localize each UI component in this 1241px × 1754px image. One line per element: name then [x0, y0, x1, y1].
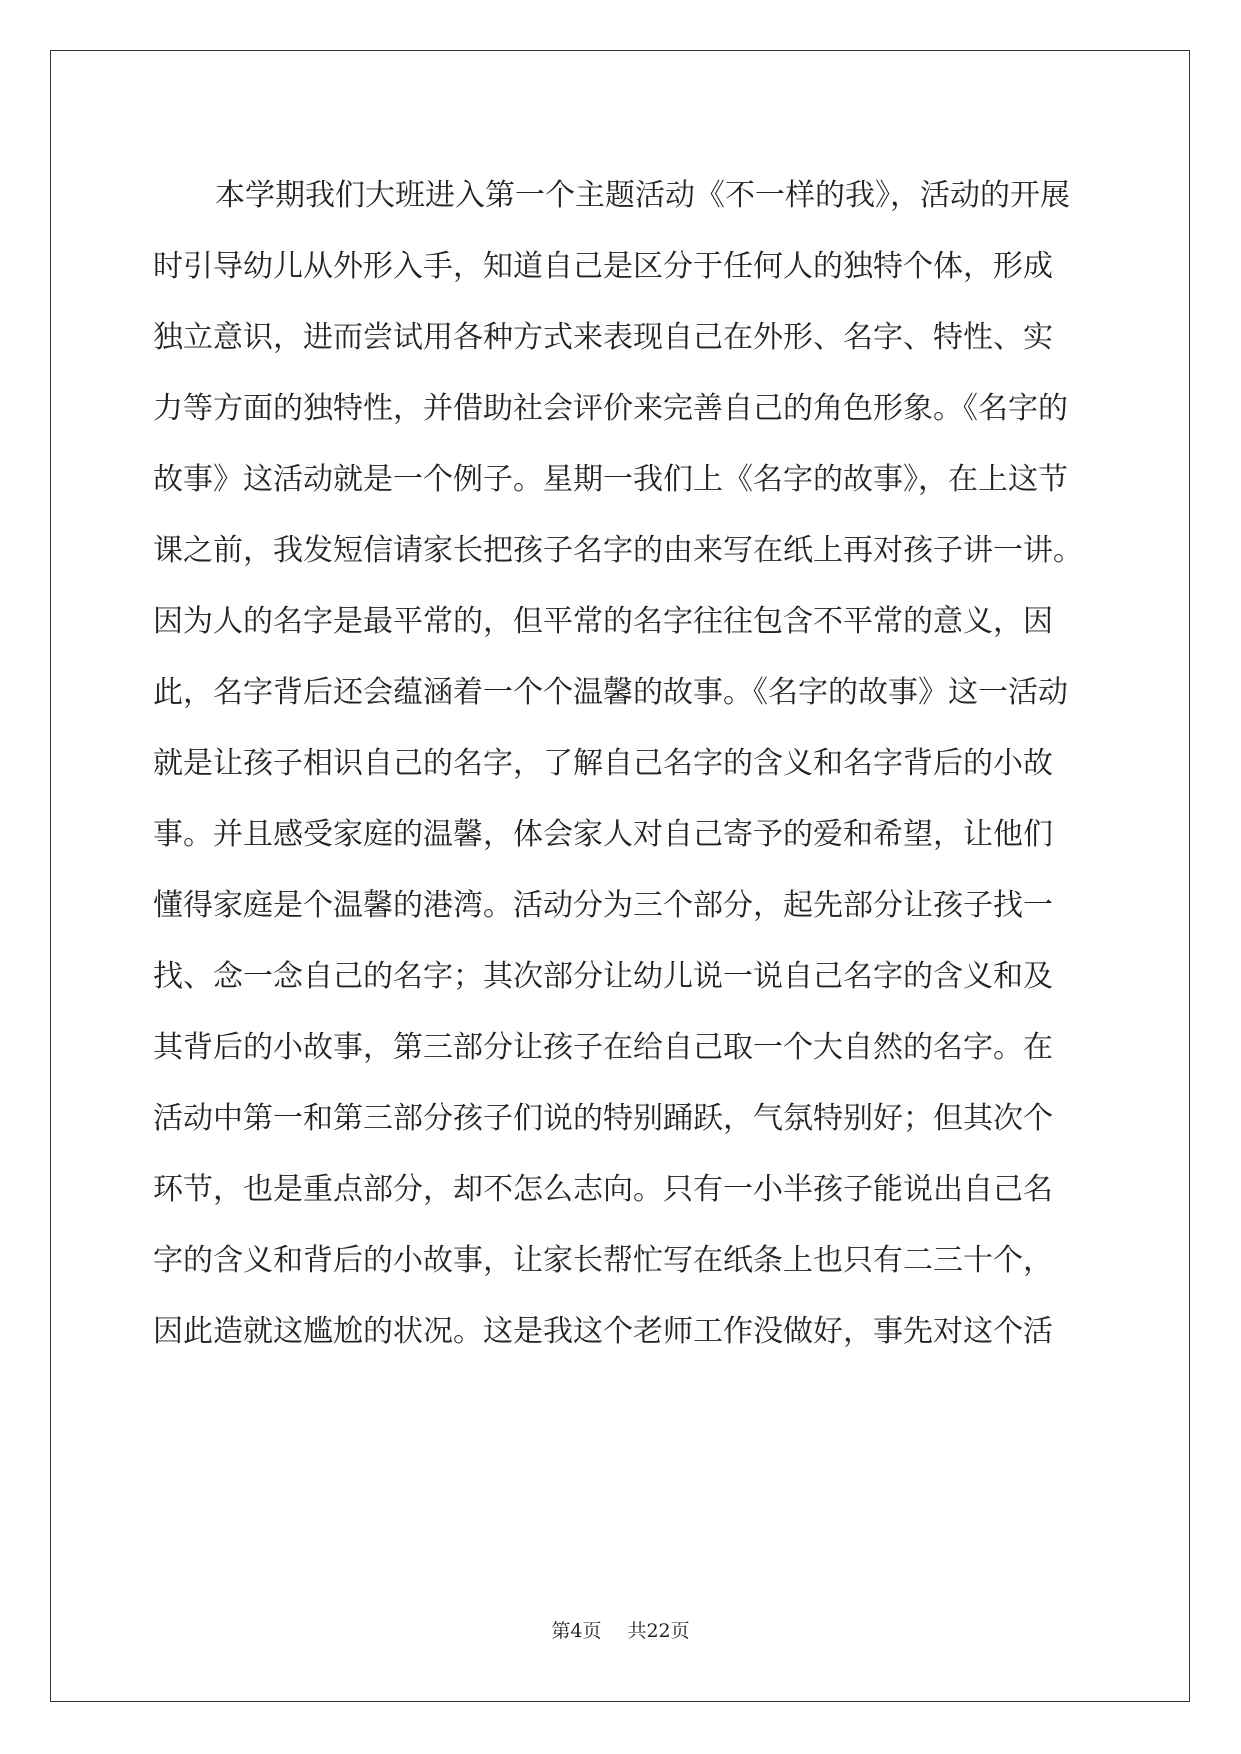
text-line: 因为人的名字是最平常的，但平常的名字往往包含不平常的意义，因 [153, 604, 1053, 639]
text-line: 环节，也是重点部分，却不怎么志向。只有一小半孩子能说出自己名 [153, 1172, 1053, 1207]
body-paragraph [153, 160, 1093, 1367]
page-number: 第4页 [551, 1620, 602, 1642]
text-line: 时引导幼儿从外形入手，知道自己是区分于任何人的独特个体，形成 [153, 249, 1053, 284]
text-line: 本学期我们大班进入第一个主题活动《不一样的我》，活动的开展 [215, 178, 1070, 213]
text-line: 课之前，我发短信请家长把孩子名字的由来写在纸上再对孩子讲一讲。 [153, 533, 1083, 568]
text-line: 活动中第一和第三部分孩子们说的特别踊跃，气氛特别好；但其次个 [153, 1101, 1053, 1136]
text-line: 就是让孩子相识自己的名字，了解自己名字的含义和名字背后的小故 [153, 746, 1053, 781]
text-line: 因此造就这尴尬的状况。这是我这个老师工作没做好，事先对这个活 [153, 1314, 1053, 1349]
text-line: 此，名字背后还会蕴涵着一个个温馨的故事。《名字的故事》这一活动 [153, 675, 1068, 710]
text-line: 事。并且感受家庭的温馨，体会家人对自己寄予的爱和希望，让他们 [153, 817, 1053, 852]
text-line: 其背后的小故事，第三部分让孩子在给自己取一个大自然的名字。在 [153, 1030, 1053, 1065]
text-line: 懂得家庭是个温馨的港湾。活动分为三个部分，起先部分让孩子找一 [153, 888, 1053, 923]
text-line: 找、念一念自己的名字；其次部分让幼儿说一说自己名字的含义和及 [153, 959, 1053, 994]
text-line: 字的含义和背后的小故事，让家长帮忙写在纸条上也只有二三十个， [153, 1243, 1053, 1278]
total-pages: 共22页 [627, 1620, 690, 1642]
text-line: 故事》这活动就是一个例子。星期一我们上《名字的故事》，在上这节 [153, 462, 1068, 497]
page-footer [0, 1619, 1241, 1643]
text-line: 独立意识，进而尝试用各种方式来表现自己在外形、名字、特性、实 [153, 320, 1053, 355]
text-line: 力等方面的独特性，并借助社会评价来完善自己的角色形象。《名字的 [153, 391, 1068, 426]
